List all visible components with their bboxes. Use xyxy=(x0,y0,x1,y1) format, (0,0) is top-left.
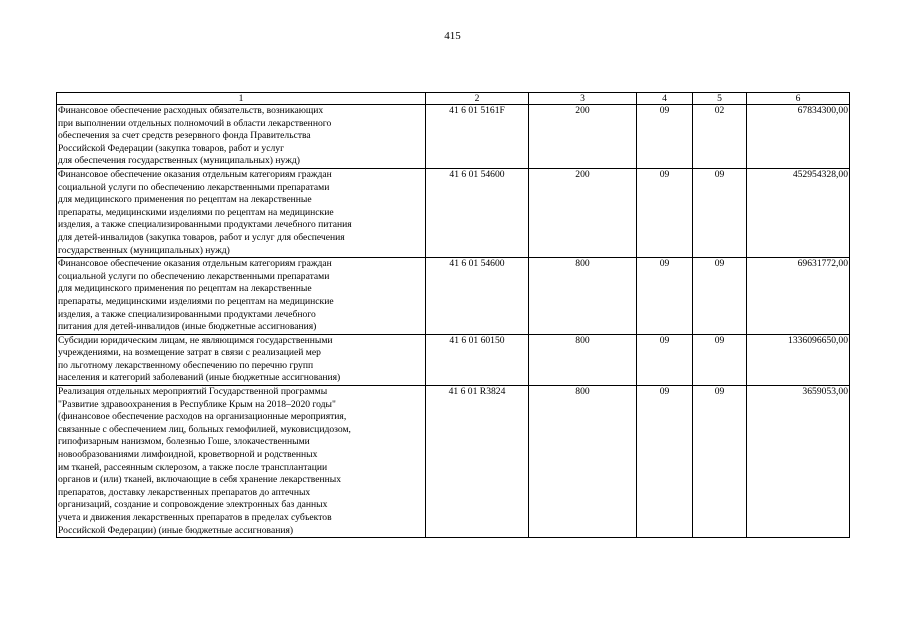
description-line: Российской Федерации) (иные бюджетные ассигнования) xyxy=(58,524,294,536)
amount: 69631772,00 xyxy=(747,258,850,335)
expense-type: 200 xyxy=(529,105,637,169)
subsection-code: 09 xyxy=(693,334,747,385)
expense-description xyxy=(57,105,426,169)
table-header xyxy=(57,93,850,105)
description-line: для медицинского применения по рецептам на лекарственные xyxy=(58,283,312,295)
header-col-3: 3 xyxy=(529,93,637,105)
description-line: организаций, создание и сопровождение электронных баз данных xyxy=(58,499,328,511)
description-line: изделия, а также специализированными продуктами лечебного питания xyxy=(58,219,352,231)
description-line: препараты, медицинскими изделиями по рецептам на медицинские xyxy=(58,206,334,218)
table-body xyxy=(57,105,850,538)
expense-description xyxy=(57,168,426,257)
description-line: социальной услуги по обеспечению лекарственными препаратами xyxy=(58,270,330,282)
amount: 67834300,00 xyxy=(747,105,850,169)
description-line: социальной услуги по обеспечению лекарственными препаратами xyxy=(58,181,330,193)
description-line: для обеспечения государственных (муниципальных) нужд) xyxy=(58,155,300,167)
target-code: 41 6 01 R3824 xyxy=(426,386,529,538)
description-line: Субсидии юридическим лицам, не являющимся государственными xyxy=(58,334,333,346)
description-line: государственных (муниципальных) нужд) xyxy=(58,244,230,256)
table-row xyxy=(57,334,850,385)
header-col-1: 1 xyxy=(57,93,426,105)
description-line: Финансовое обеспечение оказания отдельным категориям граждан xyxy=(58,168,332,180)
header-col-4: 4 xyxy=(637,93,693,105)
target-code: 41 6 01 54600 xyxy=(426,258,529,335)
description-line: для детей-инвалидов (закупка товаров, работ и услуг для обеспечения xyxy=(58,231,345,243)
expense-type: 800 xyxy=(529,334,637,385)
description-line: связанные с обеспечением лиц, больных гемофилией, муковисцидозом, xyxy=(58,423,351,435)
description-line: (финансовое обеспечение расходов на организационные мероприятия, xyxy=(58,411,347,423)
section-code: 09 xyxy=(637,258,693,335)
subsection-code: 09 xyxy=(693,168,747,257)
amount: 3659053,00 xyxy=(747,386,850,538)
description-line: учета и движения лекарственных препаратов в пределах субъектов xyxy=(58,512,332,523)
description-line: препараты, медицинскими изделиями по рецептам на медицинские xyxy=(58,295,334,307)
description-line: препаратов, доставку лекарственных препаратов до аптечных xyxy=(58,486,311,498)
description-line: изделия, а также специализированными продуктами лечебного xyxy=(58,308,316,320)
header-col-2: 2 xyxy=(426,93,529,105)
description-line: Финансовое обеспечение оказания отдельным категориям граждан xyxy=(58,258,332,270)
expense-description xyxy=(57,334,426,385)
description-line: Финансовое обеспечение расходных обязательств, возникающих xyxy=(58,105,324,116)
budget-table xyxy=(56,92,850,538)
table-row xyxy=(57,386,850,538)
target-code: 41 6 01 54600 xyxy=(426,168,529,257)
target-code: 41 6 01 60150 xyxy=(426,334,529,385)
amount: 1336096650,00 xyxy=(747,334,850,385)
description-line: Российской Федерации (закупка товаров, работ и услуг xyxy=(58,142,285,154)
description-line: для медицинского применения по рецептам на лекарственные xyxy=(58,194,312,206)
subsection-code: 02 xyxy=(693,105,747,169)
description-line: новообразованиями лимфоидной, кроветворной и родственных xyxy=(58,449,318,461)
description-line: органов и (или) тканей, включающие в себя хранение лекарственных xyxy=(58,474,342,486)
expense-type: 800 xyxy=(529,386,637,538)
section-code: 09 xyxy=(637,386,693,538)
description-line: Реализация отдельных мероприятий Государственной программы xyxy=(58,386,328,398)
table-row xyxy=(57,105,850,169)
header-row xyxy=(57,93,850,105)
description-line: им тканей, рассеянным склерозом, а также после трансплантации xyxy=(58,461,328,473)
section-code: 09 xyxy=(637,105,693,169)
section-code: 09 xyxy=(637,334,693,385)
table-row xyxy=(57,168,850,257)
description-line: гипофизарным нанизмом, болезнью Гоше, злокачественными xyxy=(58,436,310,448)
description-line: при выполнении отдельных полномочий в области лекарственного xyxy=(58,117,332,129)
header-col-6: 6 xyxy=(747,93,850,105)
amount: 452954328,00 xyxy=(747,168,850,257)
table-row xyxy=(57,258,850,335)
description-line: населения и категорий заболеваний (иные бюджетные ассигнования) xyxy=(58,372,341,384)
expense-type: 200 xyxy=(529,168,637,257)
target-code: 41 6 01 5161F xyxy=(426,105,529,169)
expense-type: 800 xyxy=(529,258,637,335)
expense-description xyxy=(57,258,426,335)
description-line: учреждениями, на возмещение затрат в связи с реализацией мер xyxy=(58,347,321,359)
description-line: по льготному лекарственному обеспечению по перечню групп xyxy=(58,359,314,371)
section-code: 09 xyxy=(637,168,693,257)
description-line: "Развитие здравоохранения в Республике Крым на 2018–2020 годы" xyxy=(58,398,336,410)
subsection-code: 09 xyxy=(693,258,747,335)
subsection-code: 09 xyxy=(693,386,747,538)
page-number: 415 xyxy=(444,30,461,42)
header-col-5: 5 xyxy=(693,93,747,105)
description-line: обеспечения за счет средств резервного фонда Правительства xyxy=(58,130,311,142)
description-line: питания для детей-инвалидов (иные бюджетные ассигнования) xyxy=(58,321,317,333)
expense-description xyxy=(57,386,426,538)
